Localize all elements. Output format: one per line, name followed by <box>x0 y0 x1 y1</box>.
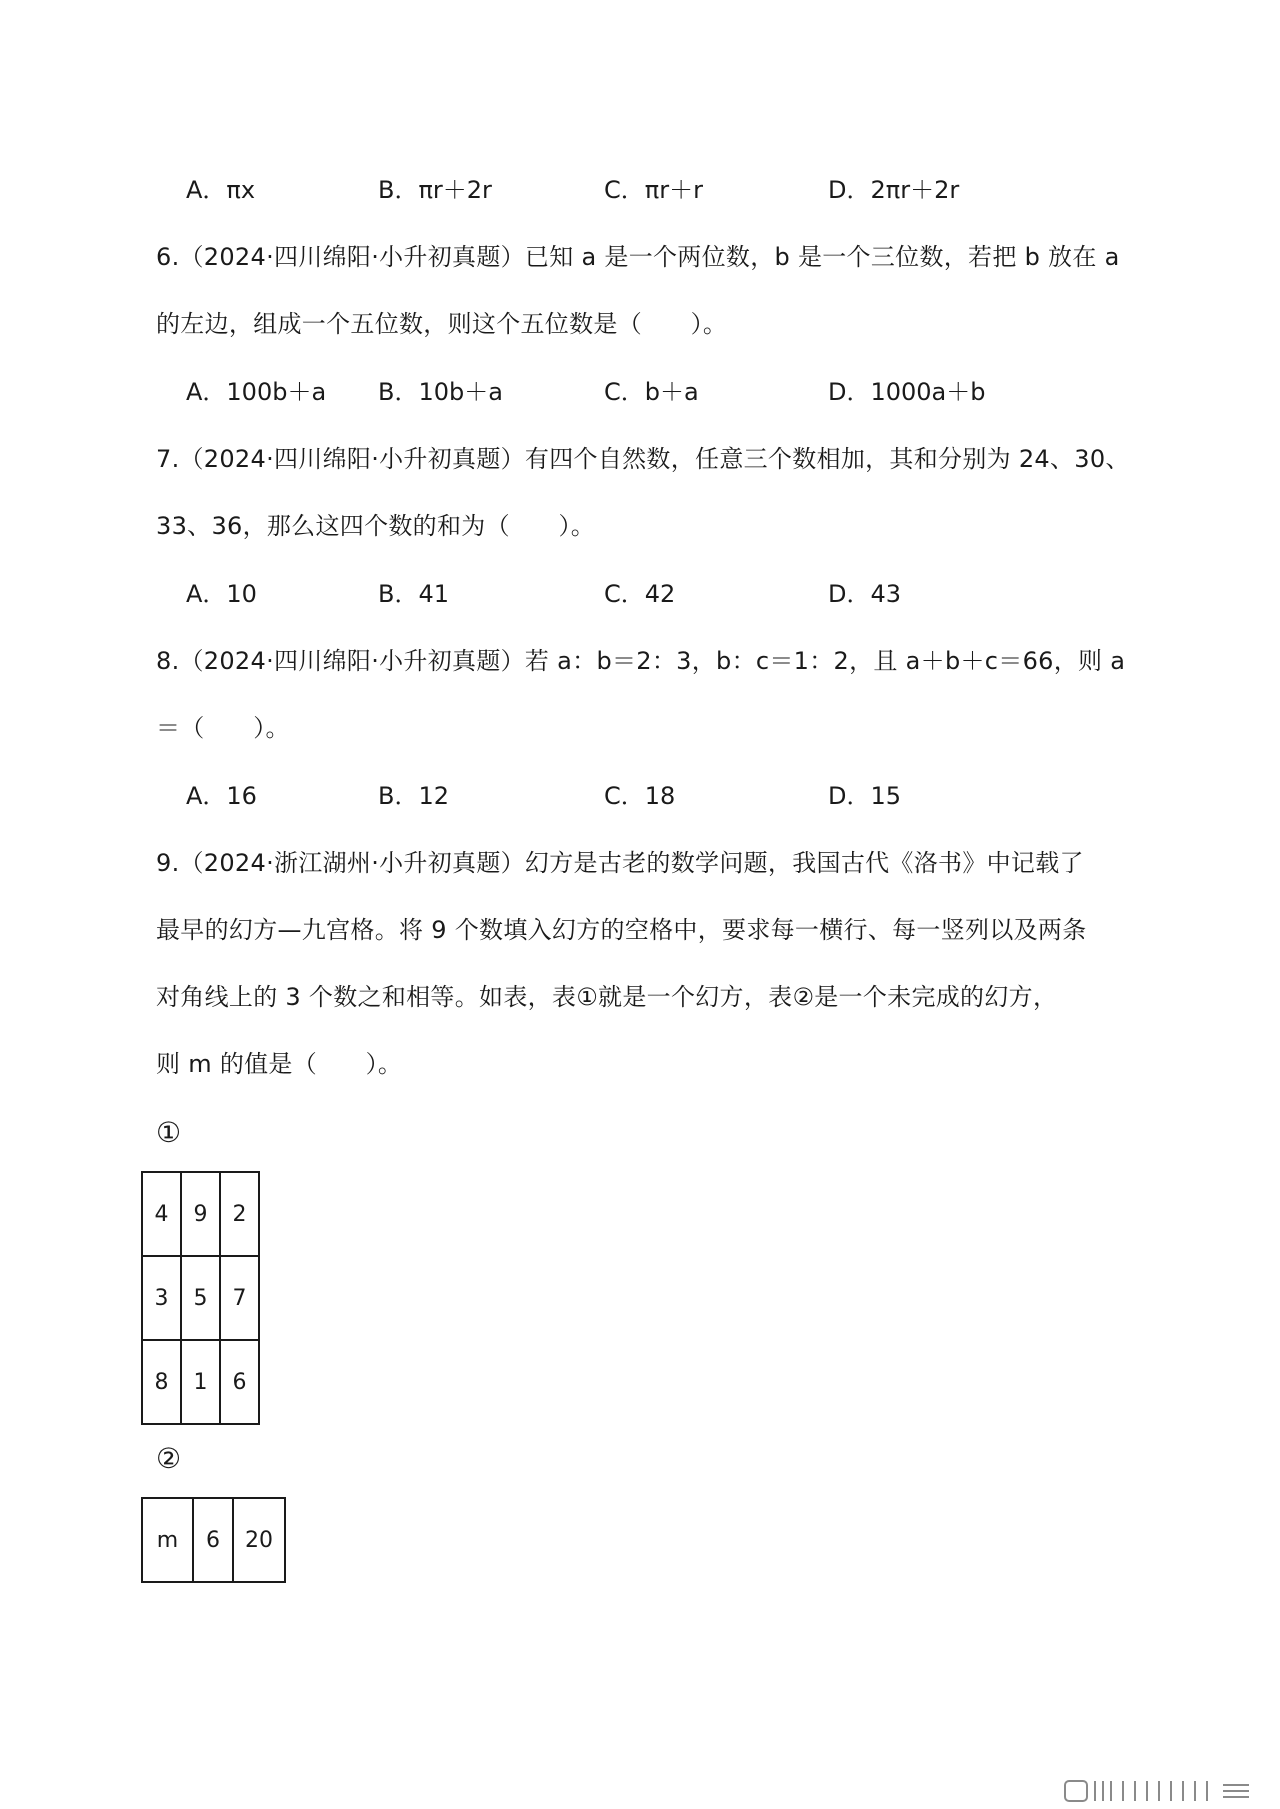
q6-option-d: D．1000a＋b <box>828 378 986 406</box>
table1-label: ① <box>156 1116 182 1149</box>
magic-square-table-1 <box>141 1171 260 1425</box>
q6-option-a: A．100b＋a <box>186 378 327 406</box>
q6-stem-line-2: 的左边，组成一个五位数，则这个五位数是（ ）。 <box>156 310 728 338</box>
q9-stem-line-3: 对角线上的 3 个数之和相等。如表，表①就是一个幻方，表②是一个未完成的幻方， <box>156 983 1058 1011</box>
table-cell: 3 <box>142 1256 181 1340</box>
table-cell: 9 <box>181 1172 220 1256</box>
table-cell: 2 <box>220 1172 259 1256</box>
table-row <box>142 1172 259 1256</box>
table-cell: 6 <box>193 1498 233 1582</box>
table-cell: 7 <box>220 1256 259 1340</box>
q8-option-c: C．18 <box>604 782 676 810</box>
table-cell: 4 <box>142 1172 181 1256</box>
q7-option-d: D．43 <box>828 580 902 608</box>
table-cell: 20 <box>233 1498 285 1582</box>
q7-options <box>186 577 1086 611</box>
q7-stem-line-2: 33、36，那么这四个数的和为（ ）。 <box>156 512 596 540</box>
q5-option-c: C．πr＋r <box>604 176 703 204</box>
q6-stem-line-1: 6.（2024·四川绵阳·小升初真题）已知 a 是一个两位数，b 是一个三位数，若把 b 放在 a <box>156 243 1120 271</box>
table-cell: 8 <box>142 1340 181 1424</box>
table-row <box>142 1256 259 1340</box>
q8-option-a: A．16 <box>186 782 257 810</box>
q6-option-b: B．10b＋a <box>378 378 503 406</box>
q6-options <box>186 375 1086 409</box>
table-cell: 6 <box>220 1340 259 1424</box>
q9-stem-line-4: 则 m 的值是（ ）。 <box>156 1050 403 1078</box>
q9-stem-line-1: 9.（2024·浙江湖州·小升初真题）幻方是古老的数学问题，我国古代《洛书》中记载了 <box>156 849 1084 877</box>
q8-option-d: D．15 <box>828 782 902 810</box>
q8-stem-line-1: 8.（2024·四川绵阳·小升初真题）若 a：b＝2：3，b：c＝1：2，且 a＋b＋c＝66，则 a <box>156 647 1126 675</box>
q9-stem-line-2: 最早的幻方—九宫格。将 9 个数填入幻方的空格中，要求每一横行、每一竖列以及两条 <box>156 916 1087 944</box>
watermark-logo-icon <box>1063 1777 1263 1805</box>
q5-option-b: B．πr＋2r <box>378 176 492 204</box>
table-row <box>142 1498 285 1582</box>
table-cell: m <box>142 1498 193 1582</box>
table-row <box>142 1340 259 1424</box>
q5-options <box>186 173 1086 207</box>
q7-option-b: B．41 <box>378 580 450 608</box>
table-cell: 1 <box>181 1340 220 1424</box>
q7-option-c: C．42 <box>604 580 676 608</box>
q8-options <box>186 779 1086 813</box>
q5-option-d: D．2πr＋2r <box>828 176 960 204</box>
q8-option-b: B．12 <box>378 782 450 810</box>
table-cell: 5 <box>181 1256 220 1340</box>
q5-option-a: A．πx <box>186 176 256 204</box>
q7-option-a: A．10 <box>186 580 257 608</box>
q8-stem-line-2: ＝（ ）。 <box>156 714 290 742</box>
table2-label: ② <box>156 1442 182 1475</box>
magic-square-table-2 <box>141 1497 286 1583</box>
q7-stem-line-1: 7.（2024·四川绵阳·小升初真题）有四个自然数，任意三个数相加，其和分别为 24、30、 <box>156 445 1130 473</box>
q6-option-c: C．b＋a <box>604 378 699 406</box>
